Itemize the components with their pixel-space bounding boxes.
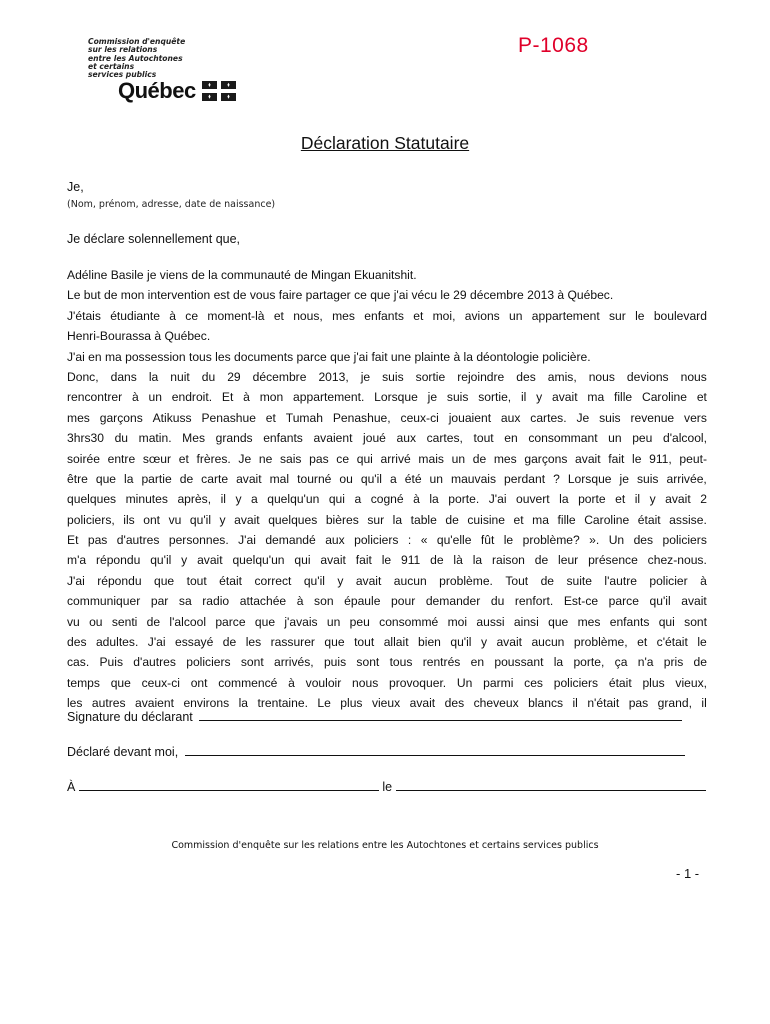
- quebec-logo: [118, 78, 236, 104]
- date-line[interactable]: [396, 779, 706, 791]
- body-line: policiers, ils ont vu qu'il y avait quelques bières sur la table de cuisine et ma fille Caroline était assise.: [67, 512, 707, 527]
- place-label: À: [67, 780, 76, 794]
- commission-line: Commission d'enquête: [88, 37, 186, 46]
- body-line: m'a répondu qu'il y avait quelqu'un qui avait fait le 911 de là la raison de leur présence chez-nous.: [67, 553, 707, 568]
- commission-line: entre les Autochtones: [88, 53, 183, 63]
- declarant-label: Je,: [67, 180, 84, 194]
- body-line: des adultes. J'ai essayé de les rassurer que tout allait bien qu'il y avait aucun problème, et c'était le: [67, 635, 707, 650]
- declarant-hint: (Nom, prénom, adresse, date de naissance): [67, 199, 276, 210]
- footer-commission: Commission d'enquête sur les relations entre les Autochtones et certains services publics: [171, 840, 599, 851]
- body-line: temps que ceux-ci ont commencé à vouloir nous provoquer. Un parmi ces policiers était plus vieux,: [67, 675, 707, 690]
- body-line: J'étais étudiante à ce moment-là et nous, mes enfants et moi, avions un appartement sur le boulevard: [67, 308, 707, 323]
- body-line: les autres avaient environs la trentaine. Le plus vieux avait des cheveux blancs il n'était pas grand, il: [67, 696, 707, 711]
- body-line: cas. Puis d'autres policiers sont arrivés, puis sont tous rentrés en poussant la porte, ça n'a pris de: [67, 655, 707, 670]
- commission-logo: [88, 37, 288, 103]
- quebec-flag-icon: [202, 81, 236, 101]
- body-line: mes garçons Atikuss Penashue et Tumah Penashue, ceux-ci jouaient aux cartes. Je suis revenue vers: [67, 410, 707, 425]
- commission-line: sur les relations: [88, 45, 158, 55]
- commission-line: services publics: [88, 70, 157, 80]
- declared-before-label: Déclaré devant moi,: [67, 745, 179, 759]
- body-line: quelques minutes après, il y a quelqu'un qui a cogné à la porte. J'ai ouvert la porte et il y avait 2: [67, 492, 707, 507]
- document-title: Déclaration Statutaire: [300, 133, 470, 153]
- body-line: être que la partie de carte avait mal tourné ou qu'il a été un mauvais perdant ? Lorsque je suis arrivée,: [67, 471, 707, 486]
- commission-name: [88, 38, 288, 79]
- signature-line[interactable]: [199, 709, 682, 721]
- date-label: le: [382, 780, 393, 794]
- body-line: 3hrs30 du matin. Mes grands enfants avaient joué aux cartes, tout en consommant un peu d'alcool,: [67, 431, 707, 446]
- place-line[interactable]: [79, 779, 379, 791]
- signature-label: Signature du déclarant: [67, 710, 193, 724]
- commission-line: et certains: [88, 61, 135, 71]
- body-line: rencontrer à un endroit. Et à mon appartement. Lorsque je suis sortie, il y avait ma fille Caroline et: [67, 390, 707, 405]
- body-line: Henri-Bourassa à Québec.: [67, 329, 211, 344]
- body-line: Adéline Basile je viens de la communauté de Mingan Ekuanitshit.: [67, 268, 417, 282]
- body-line: Donc, dans la nuit du 29 décembre 2013, je suis sortie rejoindre des amis, nous devions nous: [67, 369, 707, 384]
- body-line: vu ou senti de l'alcool parce que j'avais un peu consommé moi aussi ainsi que mes enfants qui sont: [67, 614, 707, 629]
- body-line: Et pas d'autres personnes. J'ai demandé aux policiers : « qu'elle fût le problème? ». Un des policiers: [67, 533, 707, 548]
- body-line: Le but de mon intervention est de vous faire partager ce que j'ai vécu le 29 décembre 2013 à Québec.: [67, 288, 614, 303]
- quebec-wordmark: Québec: [118, 78, 196, 103]
- declaration-intro: Je déclare solennellement que,: [67, 232, 241, 246]
- exhibit-number: P-1068: [518, 34, 589, 57]
- declared-before-line[interactable]: [185, 744, 685, 756]
- declaration-body: [67, 265, 707, 714]
- body-line: J'ai en ma possession tous les documents parce que j'ai fait une plainte à la déontologie policière.: [67, 349, 591, 364]
- body-line: communiquer par sa radio attachée à son épaule pour demander du renfort. Est-ce parce qu'il avait: [67, 594, 707, 609]
- place-date-row: [67, 779, 706, 794]
- declared-before-row: [67, 744, 685, 759]
- body-line: J'ai répondu que tout était correct qu'il y avait aucun problème. Tout de suite l'autre policier à: [67, 573, 707, 588]
- page-number: - 1 -: [676, 866, 700, 881]
- signature-row: [67, 709, 682, 724]
- body-line: soirée entre sœur et frères. Je ne sais pas ce qui arrivé mais un de mes garçons avait fait le 911, peut-: [67, 451, 707, 466]
